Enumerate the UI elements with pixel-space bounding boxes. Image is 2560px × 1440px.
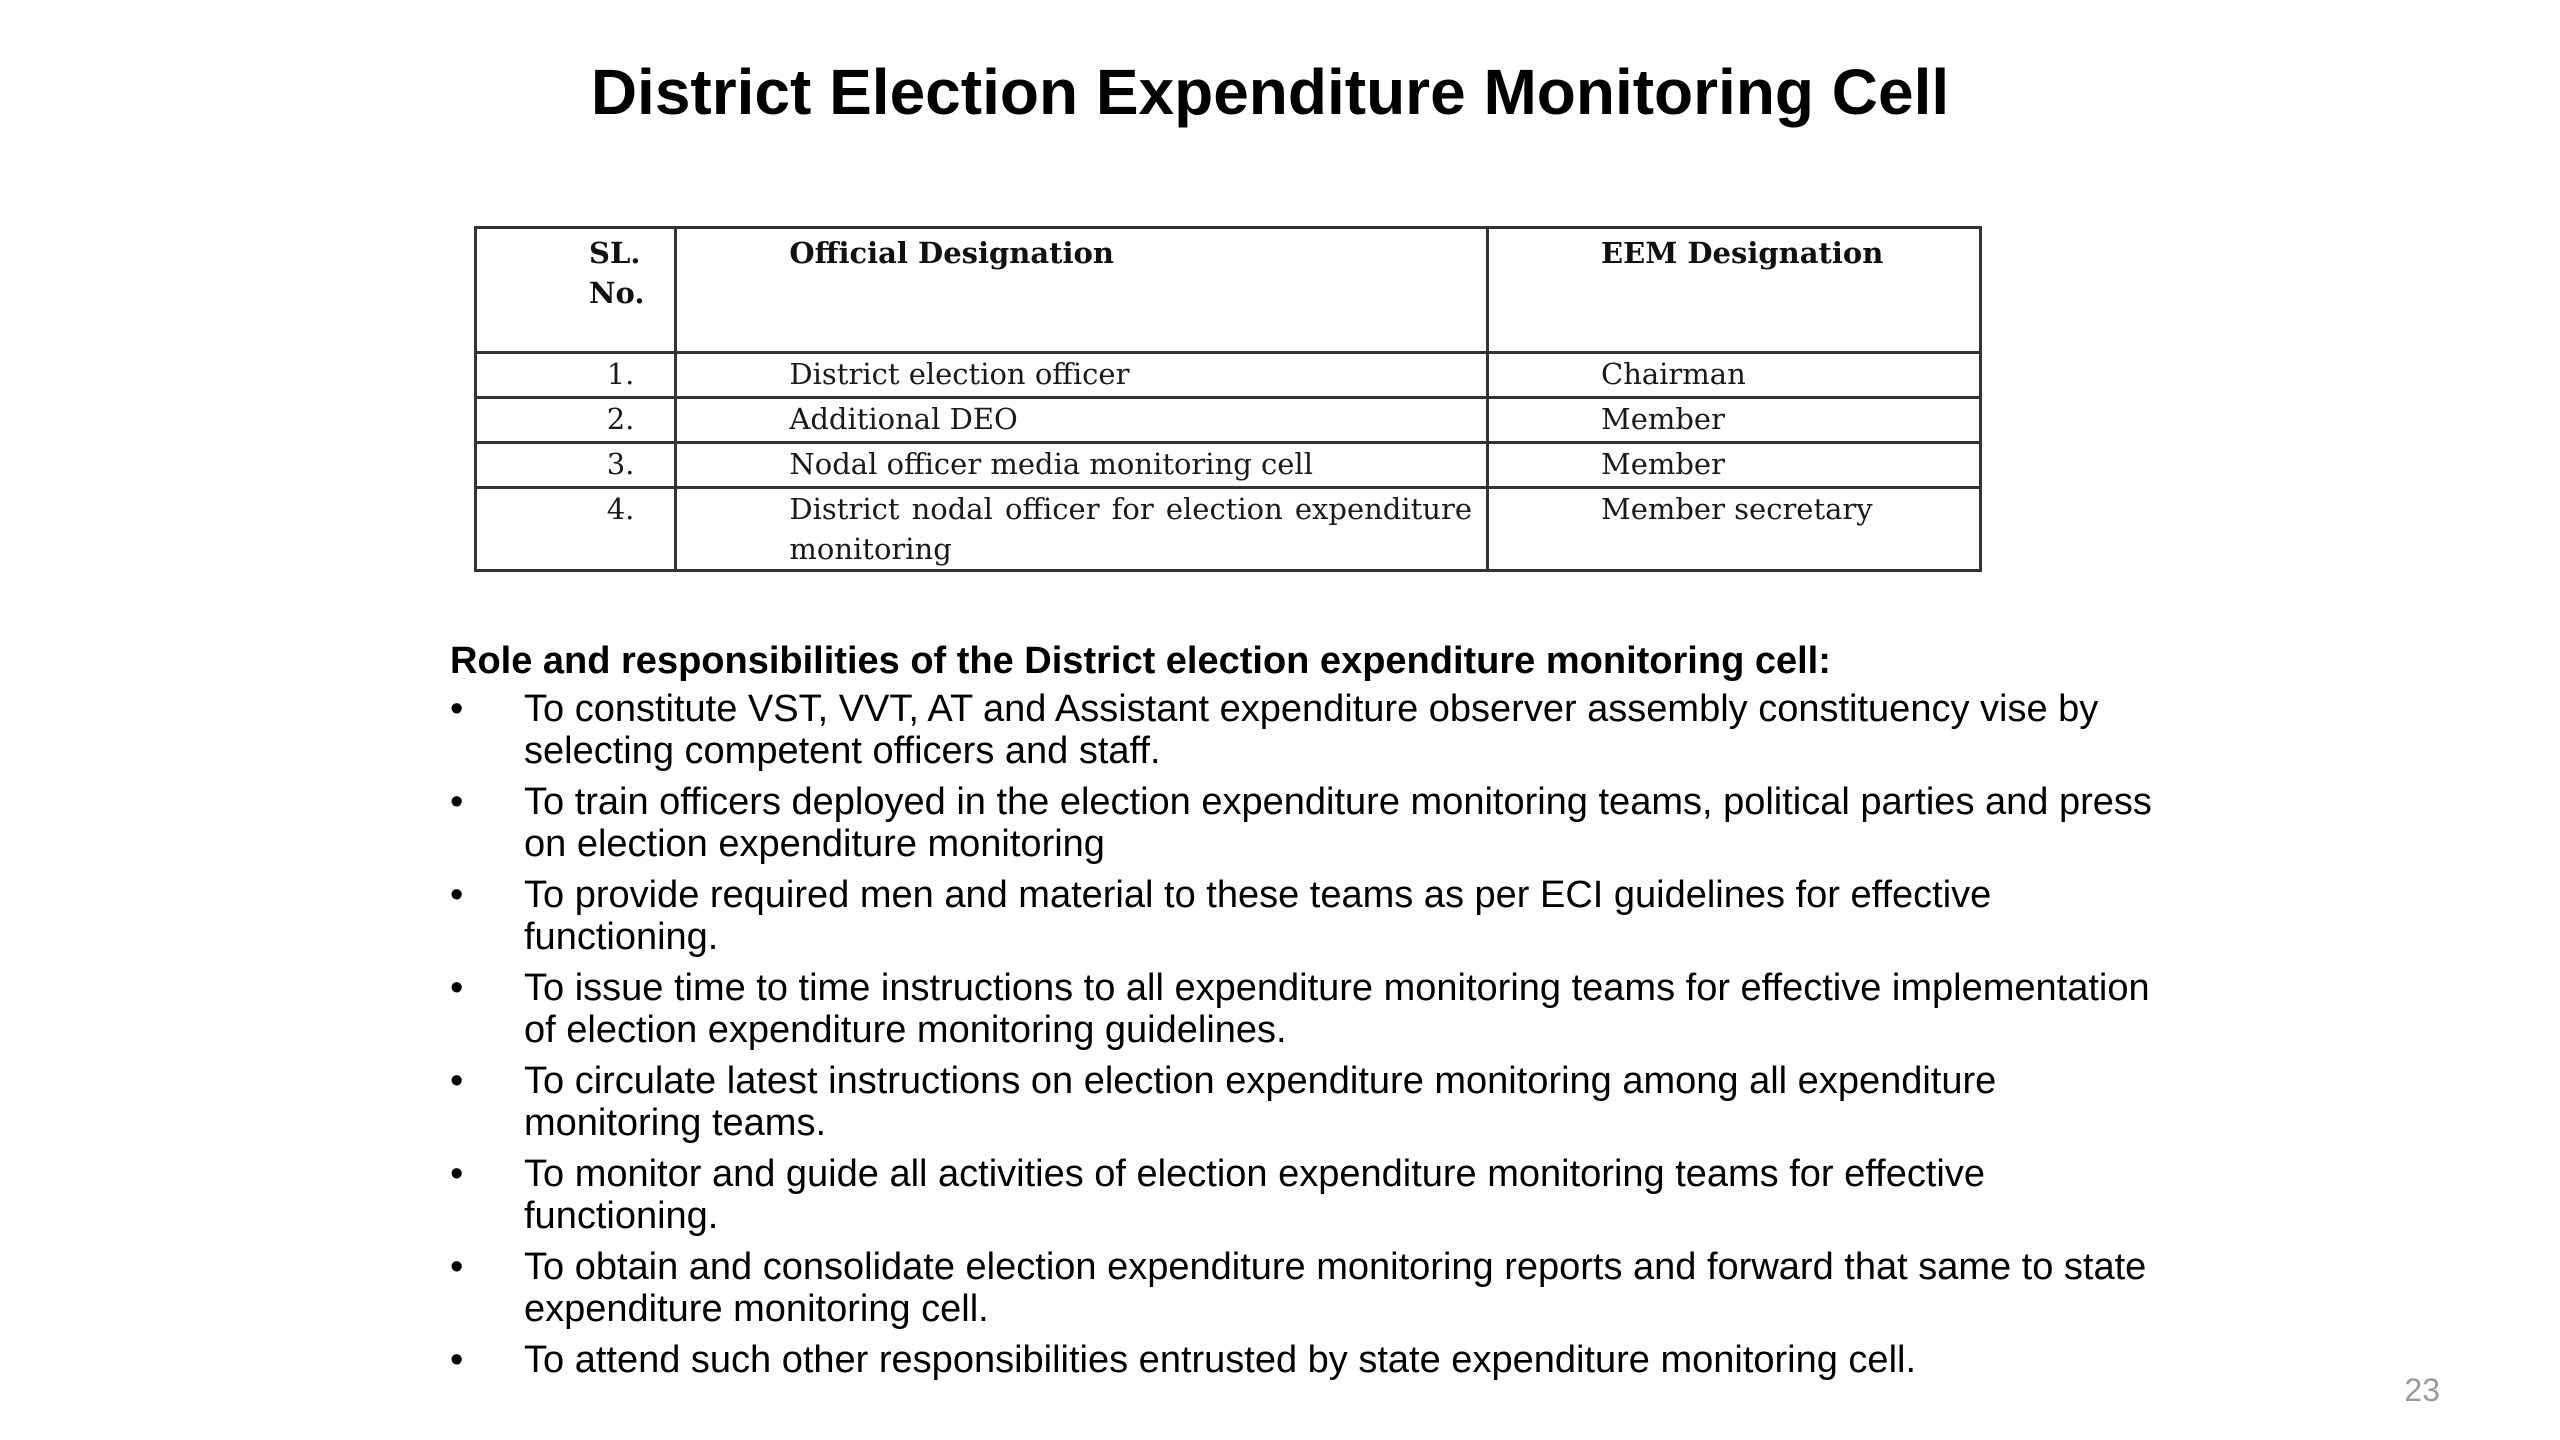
list-item-text: To provide required men and material to these teams as per ECI guidelines for effective functioning. [524,874,1992,958]
table-row [476,488,1981,571]
list-item-text: To circulate latest instructions on election expenditure monitoring among all expenditure monitoring teams. [524,1060,1997,1144]
cell-sl: 2. [476,398,676,443]
bullet-icon: • [450,967,464,1009]
table-header-row [476,228,1981,353]
cell-official: District nodal officer for election expenditure monitoring [676,488,1488,571]
bullet-icon: • [450,781,464,823]
cell-eem: Member [1488,398,1981,443]
responsibilities-list [450,688,2170,1390]
bullet-icon: • [450,1153,464,1195]
list-item-text: To attend such other responsibilities entrusted by state expenditure monitoring cell. [524,1339,1917,1381]
cell-official: Additional DEO [676,398,1488,443]
list-item [450,781,2170,865]
list-item-text: To monitor and guide all activities of election expenditure monitoring teams for effective functioning. [524,1153,1985,1237]
list-item-text: To constitute VST, VVT, AT and Assistant expenditure observer assembly constituency vise by selecting competent officers and staff. [524,688,2099,772]
table-row [476,443,1981,488]
bullet-icon: • [450,1246,464,1288]
cell-eem: Member [1488,443,1981,488]
cell-sl: 4. [476,488,676,571]
bullet-icon: • [450,1060,464,1102]
list-item [450,874,2170,958]
cell-eem: Chairman [1488,353,1981,398]
cell-sl: 3. [476,443,676,488]
cell-eem: Member secretary [1488,488,1981,571]
list-item [450,967,2170,1051]
header-sl-line2: No. [589,276,645,310]
table-row [476,398,1981,443]
list-item [450,1339,2170,1381]
header-sl-line1: SL. [589,236,641,270]
bullet-icon: • [450,874,464,916]
header-official-designation: Official Designation [676,228,1488,353]
table-row [476,353,1981,398]
list-item-text: To issue time to time instructions to all expenditure monitoring teams for effective implementation of election expenditure monitoring guidelines. [524,967,2150,1051]
cell-official: District election officer [676,353,1488,398]
list-item [450,688,2170,772]
list-item [450,1060,2170,1144]
list-item-text: To obtain and consolidate election expenditure monitoring reports and forward that same to state expenditure monitoring cell. [524,1246,2147,1330]
list-item-text: To train officers deployed in the election expenditure monitoring teams, political parties and press on election expenditure monitoring [524,781,2152,865]
list-item [450,1246,2170,1330]
responsibilities-heading: Role and responsibilities of the District election expenditure monitoring cell: [450,640,1831,682]
page-number: 23 [2404,1372,2440,1408]
cell-sl: 1. [476,353,676,398]
bullet-icon: • [450,688,464,730]
header-sl-no [476,228,676,353]
designation-table [474,226,1982,572]
slide-title: District Election Expenditure Monitoring Cell [590,56,1950,128]
header-eem-designation: EEM Designation [1488,228,1981,353]
bullet-icon: • [450,1339,464,1381]
cell-official: Nodal officer media monitoring cell [676,443,1488,488]
list-item [450,1153,2170,1237]
